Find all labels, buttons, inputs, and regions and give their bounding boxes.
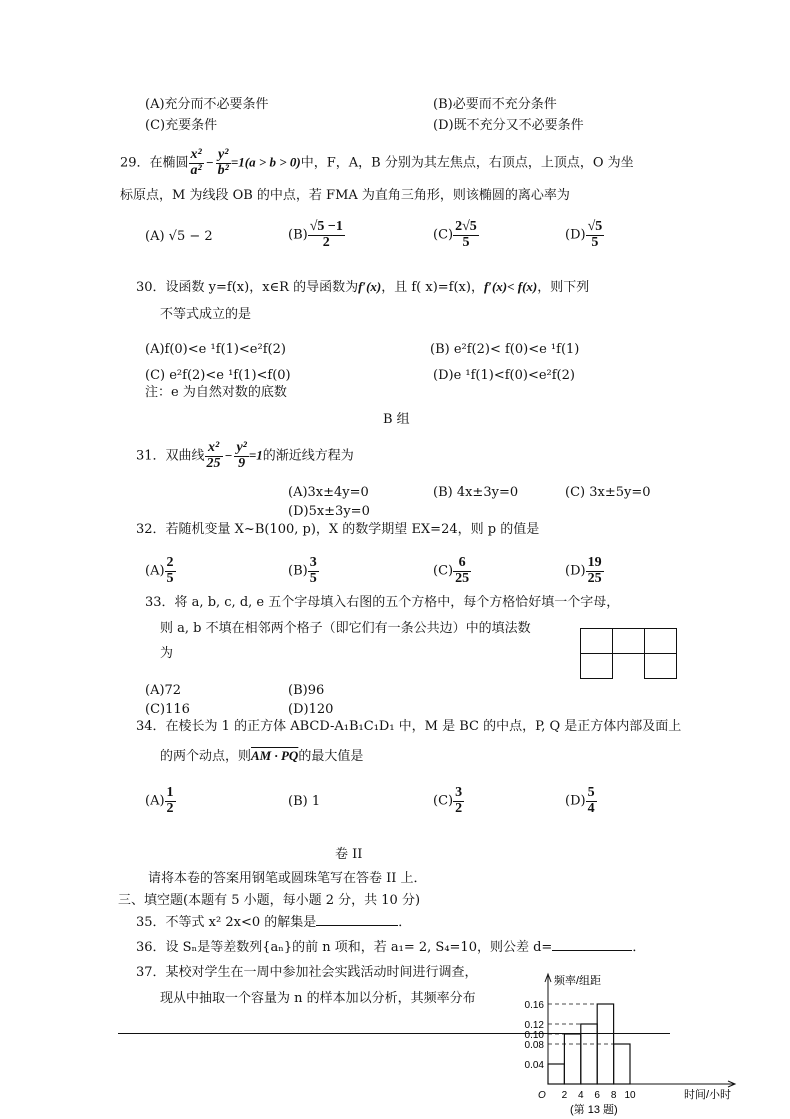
q29-condition: =1(a > b > 0): [230, 154, 301, 170]
q33-option-c: (C)116: [145, 702, 190, 717]
q29-option-b: (B) $\frac{√5 -1}{2}$: [288, 219, 343, 250]
q29-text-2: 标原点，M 为线段 OB 的中点，若 FMA 为直角三角形，则该椭圆的离心率为: [120, 188, 570, 203]
grid-cell: [645, 629, 677, 654]
y-tick-label: 0.10: [524, 1030, 544, 1041]
y-tick-label: 0.16: [524, 1000, 544, 1011]
q33-option-b: (B)96: [288, 683, 325, 698]
q33-option-a: (A)72: [145, 683, 182, 698]
q35: 35．不等式 x² 2x<0 的解集是 ．: [136, 915, 412, 930]
q34-text-2: 的两个动点，则AM · PQ的最大值是: [160, 748, 364, 764]
q30-note: 注：e 为自然对数的底数: [145, 385, 287, 400]
q34-text-1: 34．在棱长为 1 的正方体 ABCD-A₁B₁C₁D₁ 中，M 是 BC 的中点，P, Q 是正方体内部及面上: [136, 719, 682, 734]
x-tick-label: 10: [624, 1090, 636, 1101]
grid-cell: [581, 629, 613, 654]
q32-option-a: (A) $\frac{2}{5}$: [145, 555, 174, 586]
q29-frac-y: $\frac{\text{y²}}{\text{b²}}$: [217, 147, 229, 178]
q29-frac-x: $\frac{\text{x²}}{\text{a²}}$: [190, 147, 202, 178]
q34-option-b: (B) 1: [288, 794, 321, 809]
q33-option-d: (D)120: [288, 702, 334, 717]
part-2-instructions: 请将本卷的答案用钢笔或圆珠笔写在答卷 II 上．: [148, 871, 427, 886]
x-tick-label: 2: [561, 1090, 568, 1101]
origin-label: O: [538, 1090, 546, 1101]
x-tick-label: 4: [578, 1090, 584, 1101]
chart-caption: (第 13 题): [570, 1104, 618, 1116]
q28-option-b: (B)必要而不充分条件: [433, 97, 557, 112]
q29-option-d: (D) $\frac{√5}{5}$: [565, 219, 603, 250]
y-axis-label: 频率/组距: [554, 975, 602, 987]
q31-option-c: (C) 3x±5y=0: [565, 485, 651, 500]
q33-letter-grid: [580, 628, 677, 679]
q30-option-a: (A)f(0)<e ¹f(1)<e²f(2): [145, 342, 286, 357]
q30-option-d: (D)e ¹f(1)<f(0)<e²f(2): [433, 368, 575, 383]
q33-text-2: 则 a, b 不填在相邻两个格子（即它们有一条公共边）中的填法数: [160, 621, 531, 636]
grid-cell: [613, 629, 645, 654]
x-axis-label: 时间/小时: [684, 1089, 732, 1101]
q36: 36．设 Sₙ是等差数列{aₙ}的前 n 项和，若 a₁= 2, S₄=10，则公差 d= ．: [136, 940, 646, 955]
grid-cell: [581, 654, 613, 679]
q28-option-d: (D)既不充分又不必要条件: [433, 118, 584, 133]
q30-option-c: (C) e²f(2)<e ¹f(1)<f(0): [145, 368, 291, 383]
q36-answer-blank: [552, 950, 632, 951]
q29-option-a: (A) √5 − 2: [145, 229, 213, 244]
q33-text-1: 33．将 a, b, c, d, e 五个字母填入右图的五个方格中，每个方格恰好填一个字母，: [145, 595, 620, 610]
y-tick-label: 0.04: [524, 1060, 544, 1071]
q32-option-c: (C) $\frac{6}{25}$: [433, 555, 470, 586]
q29-option-c: (C) $\frac{2√5}{5}$: [433, 219, 477, 250]
histogram-bar: [564, 1034, 580, 1084]
q37-text-1: 37．某校对学生在一周中参加社会实践活动时间进行调查，: [136, 965, 478, 980]
q31-option-d: (D)5x±3y=0: [288, 504, 370, 519]
y-tick-label: 0.12: [524, 1020, 544, 1031]
histogram-bar: [614, 1044, 630, 1084]
q31-stem: 31．双曲线 $\frac{\text{x²}}{25}$ − $\frac{\text{y²}}{9}$ =1的渐近线方程为: [136, 440, 354, 471]
q29-number: 29．在椭圆: [120, 155, 189, 171]
q29-stem: 29．在椭圆 $\frac{\text{x²}}{\text{a²}}$ − $\frac{\text{y²}}{\text{b²}}$ =1(a > b > 0)中，F，A，B 分别为其左焦点，右顶点，上顶点，O 为坐: [120, 147, 634, 178]
q30-option-b: (B) e²f(2)< f(0)<e ¹f(1): [430, 342, 580, 357]
y-tick-label: 0.08: [524, 1040, 544, 1051]
frequency-histogram: [512, 968, 742, 1118]
grid-cell: [645, 654, 677, 679]
x-tick-label: 8: [610, 1090, 617, 1101]
q34-vector-product: AM · PQ: [251, 748, 299, 763]
q32-option-d: (D) $\frac{19}{25}$: [565, 555, 602, 586]
q32-stem: 32．若随机变量 X~B(100, p)，X 的数学期望 EX=24，则 p 的值是: [136, 522, 540, 537]
q34-option-a: (A) $\frac{1}{2}$: [145, 785, 174, 816]
q35-answer-blank: [316, 925, 398, 926]
q34-option-d: (D) $\frac{5}{4}$: [565, 785, 595, 816]
histogram-bar: [581, 1024, 597, 1084]
histogram-bar: [548, 1064, 564, 1084]
fill-in-section-heading: 三、填空题(本题有 5 小题，每小题 2 分，共 10 分): [118, 893, 421, 908]
part-2-title: 卷 II: [335, 847, 363, 862]
q31-option-b: (B) 4x±3y=0: [433, 485, 519, 500]
q37-text-2: 现从中抽取一个容量为 n 的样本加以分析，其频率分布: [160, 991, 476, 1006]
q31-option-a: (A)3x±4y=0: [288, 485, 369, 500]
q34-option-c: (C) $\frac{3}{2}$: [433, 785, 463, 816]
q30-stem: 30．设函数 y=f(x)，x∈R 的导函数为f′(x)，且 f( x)=f(x)，f′(x)< f(x)，则下列: [136, 279, 590, 295]
q28-option-a: (A)充分而不必要条件: [145, 97, 269, 112]
q28-option-c: (C)充要条件: [145, 118, 218, 133]
q30-text-4: 不等式成立的是: [160, 307, 252, 322]
q33-text-3: 为: [160, 646, 174, 661]
group-b-heading: B 组: [383, 412, 410, 427]
q29-text-1: 中，F，A，B 分别为其左焦点，右顶点，上顶点，O 为坐: [300, 155, 634, 171]
x-tick-label: 6: [594, 1090, 600, 1101]
q32-option-b: (B) $\frac{3}{5}$: [288, 555, 317, 586]
